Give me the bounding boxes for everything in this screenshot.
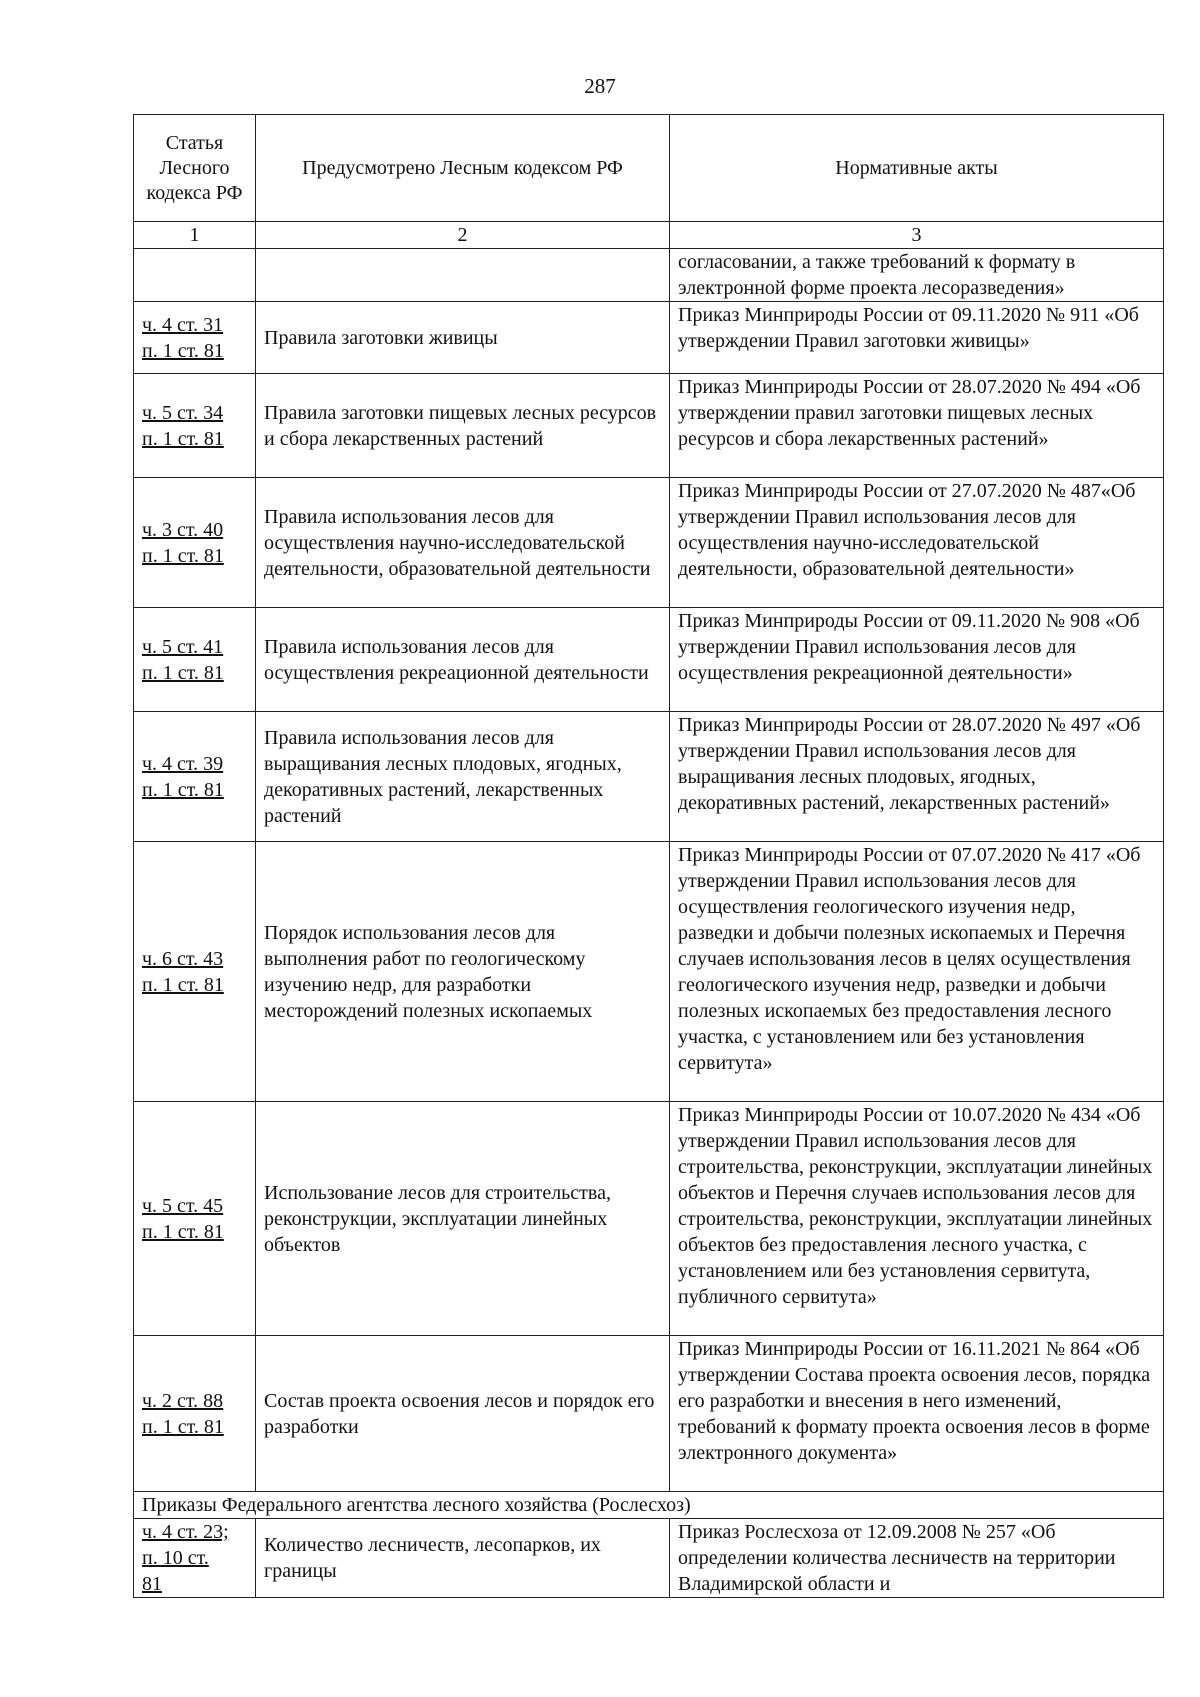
act-cell: Приказ Минприроды России от 10.07.2020 № 434 «Об утверждении Правил использования лесов для строительства, реконструкции, эксплуатации линейных объектов и Перечня случаев использования лесов для строительства, реконструкции, эксплуатации линейных объектов без предоставления лесного участка, с установлением или без установления сервитута, публичного сервитута» <box>670 1102 1164 1336</box>
article-link[interactable]: 81 <box>142 1573 162 1595</box>
column-number: 3 <box>670 222 1164 249</box>
section-header-row <box>134 1492 1164 1519</box>
provision-cell: Правила использования лесов для осуществления рекреационной деятельности <box>256 608 670 712</box>
article-cell <box>134 712 256 842</box>
table-row <box>134 1336 1164 1492</box>
article-link[interactable]: ч. 2 ст. 88 <box>142 1389 224 1412</box>
article-link[interactable]: п. 1 ст. 81 <box>142 544 224 567</box>
article-link[interactable]: п. 10 ст. <box>142 1547 209 1569</box>
page-number: 287 <box>584 74 616 98</box>
article-link[interactable]: ч. 3 ст. 40 <box>142 518 224 541</box>
article-link[interactable]: ч. 4 ст. 39 <box>142 752 224 775</box>
article-link[interactable]: п. 1 ст. 81 <box>142 427 224 450</box>
article-cell <box>134 1336 256 1492</box>
article-cell <box>134 478 256 608</box>
column-number: 2 <box>256 222 670 249</box>
act-cell: Приказ Минприроды России от 28.07.2020 № 497 «Об утверждении Правил использования лесов для выращивания лесных плодовых, ягодных, декоративных растений, лекарственных растений» <box>670 712 1164 842</box>
act-cell: согласовании, а также требований к формату в электронной форме проекта лесоразведения» <box>670 249 1164 302</box>
article-link[interactable]: ч. 5 ст. 34 <box>142 401 224 424</box>
article-link[interactable]: п. 1 ст. 81 <box>142 339 224 362</box>
section-title: Приказы Федерального агентства лесного хозяйства (Рослесхоз) <box>134 1492 1164 1519</box>
provision-cell: Количество лесничеств, лесопарков, их границы <box>256 1519 670 1598</box>
table-row <box>134 249 1164 302</box>
article-link[interactable]: ч. 4 ст. 31 <box>142 313 224 336</box>
article-link[interactable]: ч. 4 ст. 23; <box>142 1521 229 1543</box>
act-cell: Приказ Минприроды России от 27.07.2020 № 487«Об утверждении Правил использования лесов для осуществления научно-исследовательской деятельности, образовательной деятельности» <box>670 478 1164 608</box>
table-header-row <box>134 115 1164 222</box>
article-cell <box>134 1519 256 1598</box>
article-link[interactable]: п. 1 ст. 81 <box>142 1415 224 1438</box>
provision-cell <box>256 249 670 302</box>
provision-cell: Правила заготовки живицы <box>256 302 670 374</box>
table-row <box>134 478 1164 608</box>
article-cell <box>134 302 256 374</box>
provision-cell: Порядок использования лесов для выполнения работ по геологическому изучению недр, для разработки месторождений полезных ископаемых <box>256 842 670 1102</box>
normative-acts-table <box>133 114 1164 1598</box>
article-link[interactable]: п. 1 ст. 81 <box>142 778 224 801</box>
article-link[interactable]: п. 1 ст. 81 <box>142 1220 224 1243</box>
table-row <box>134 712 1164 842</box>
table-row <box>134 302 1164 374</box>
act-cell: Приказ Минприроды России от 07.07.2020 № 417 «Об утверждении Правил использования лесов для осуществления геологического изучения недр, разведки и добычи полезных ископаемых и Перечня случаев использования лесов в целях осуществления геологического изучения недр, разведки и добычи полезных ископаемых без предоставления лесного участка, с установлением или без установления сервитута» <box>670 842 1164 1102</box>
article-cell <box>134 374 256 478</box>
article-link[interactable]: п. 1 ст. 81 <box>142 661 224 684</box>
header-article: Статья Лесного кодекса РФ <box>134 115 256 222</box>
provision-cell: Использование лесов для строительства, реконструкции, эксплуатации линейных объектов <box>256 1102 670 1336</box>
table-row <box>134 842 1164 1102</box>
act-cell: Приказ Рослесхоза от 12.09.2008 № 257 «Об определении количества лесничеств на территории Владимирской области и <box>670 1519 1164 1598</box>
provision-cell: Правила заготовки пищевых лесных ресурсов и сбора лекарственных растений <box>256 374 670 478</box>
table-row <box>134 608 1164 712</box>
article-link[interactable]: ч. 6 ст. 43 <box>142 947 224 970</box>
act-cell: Приказ Минприроды России от 09.11.2020 № 908 «Об утверждении Правил использования лесов для осуществления рекреационной деятельности» <box>670 608 1164 712</box>
provision-cell: Правила использования лесов для выращивания лесных плодовых, ягодных, декоративных растений, лекарственных растений <box>256 712 670 842</box>
column-number-row <box>134 222 1164 249</box>
article-link[interactable]: ч. 5 ст. 45 <box>142 1194 224 1217</box>
column-number: 1 <box>134 222 256 249</box>
article-cell <box>134 1102 256 1336</box>
article-cell <box>134 608 256 712</box>
provision-cell: Состав проекта освоения лесов и порядок его разработки <box>256 1336 670 1492</box>
article-cell <box>134 842 256 1102</box>
table-row <box>134 374 1164 478</box>
table-row <box>134 1102 1164 1336</box>
act-cell: Приказ Минприроды России от 28.07.2020 № 494 «Об утверждении правил заготовки пищевых лесных ресурсов и сбора лекарственных растений» <box>670 374 1164 478</box>
article-link[interactable]: п. 1 ст. 81 <box>142 973 224 996</box>
act-cell: Приказ Минприроды России от 16.11.2021 № 864 «Об утверждении Состава проекта освоения лесов, порядка его разработки и внесения в него изменений, требований к формату проекта освоения лесов в форме электронного документа» <box>670 1336 1164 1492</box>
act-cell: Приказ Минприроды России от 09.11.2020 № 911 «Об утверждении Правил заготовки живицы» <box>670 302 1164 374</box>
header-acts: Нормативные акты <box>670 115 1164 222</box>
article-link[interactable]: ч. 5 ст. 41 <box>142 635 224 658</box>
header-provision: Предусмотрено Лесным кодексом РФ <box>256 115 670 222</box>
article-cell <box>134 249 256 302</box>
table-row <box>134 1519 1164 1598</box>
provision-cell: Правила использования лесов для осуществления научно-исследовательской деятельности, образовательной деятельности <box>256 478 670 608</box>
